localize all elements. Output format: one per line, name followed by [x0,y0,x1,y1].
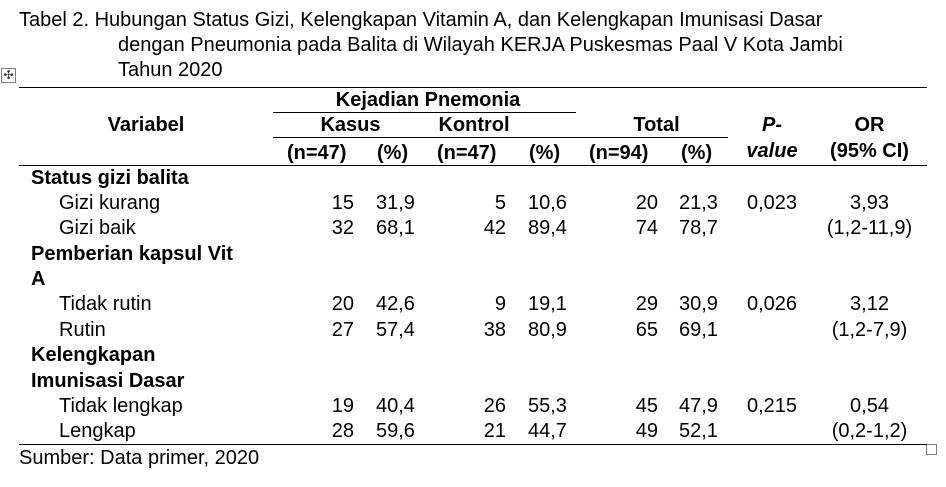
cell-or: 3,93 [850,192,889,214]
caption-line-2: dengan Pneumonia pada Balita di Wilayah KERJA Puskesmas Paal V Kota Jambi [118,34,843,56]
cell-kasus-n: 32 [331,217,354,239]
cell-or: 0,54 [850,395,889,417]
cell-kontrol-pct: 10,6 [528,192,567,214]
header-kasus: Kasus [320,114,381,136]
table-resize-handle-icon[interactable] [926,444,937,455]
cell-kontrol-n: 21 [483,420,506,442]
cell-kasus-pct: 57,4 [376,319,415,341]
cell-kasus-n: 15 [331,192,354,214]
row-label: Gizi baik [59,217,136,239]
row-label: Tidak lengkap [59,395,183,417]
group-label: Kelengkapan [31,344,156,366]
header-kasus-pct: (%) [377,142,409,164]
header-kontrol: Kontrol [438,114,510,136]
cell-total-n: 49 [635,420,658,442]
header-p-value-line1: P- [762,114,782,136]
cell-kontrol-pct: 80,9 [528,319,567,341]
header-p-value-line2: value [746,140,798,162]
cell-kontrol-n: 38 [483,319,506,341]
caption-line-1: Tabel 2. Hubungan Status Gizi, Kelengkapan Vitamin A, dan Kelengkapan Imunisasi Dasar [19,9,823,31]
header-kasus-n: (n=47) [287,142,347,164]
cell-kasus-pct: 31,9 [376,192,415,214]
table-move-handle-icon[interactable]: ✣ [1,68,16,83]
cell-kontrol-pct: 55,3 [528,395,567,417]
cell-kontrol-n: 9 [494,293,506,315]
row-label: Rutin [59,319,106,341]
cell-p-value: 0,215 [746,395,798,417]
header-kejadian: Kejadian Pnemonia [335,89,521,111]
cell-p-value: 0,023 [746,192,798,214]
header-total-n: (n=94) [589,142,649,164]
table-caption [19,8,931,83]
group-label-cont: Imunisasi Dasar [31,370,185,392]
header-kontrol-pct: (%) [529,142,561,164]
cell-p-value: 0,026 [746,293,798,315]
row-label: Lengkap [59,420,136,442]
cell-kontrol-n: 26 [483,395,506,417]
cell-total-n: 29 [635,293,658,315]
cell-total-pct: 78,7 [679,217,718,239]
cell-total-pct: 52,1 [679,420,718,442]
cell-or: (1,2-11,9) [826,217,913,239]
table-bottom-rule [19,444,927,445]
header-kontrol-n: (n=47) [437,142,497,164]
cell-kasus-pct: 40,4 [376,395,415,417]
source-note: Sumber: Data primer, 2020 [19,447,260,469]
cell-kontrol-pct: 44,7 [528,420,567,442]
cell-kontrol-pct: 89,4 [528,217,567,239]
cell-kasus-n: 20 [331,293,354,315]
header-or-line1: OR [854,114,885,136]
cell-kontrol-n: 42 [483,217,506,239]
cell-kasus-n: 27 [331,319,354,341]
caption-line-3: Tahun 2020 [118,59,223,81]
cell-total-n: 65 [635,319,658,341]
cell-total-n: 20 [635,192,658,214]
cell-kasus-pct: 42,6 [376,293,415,315]
cell-kontrol-n: 5 [494,192,506,214]
header-or-line2: (95% CI) [830,140,909,162]
group-label: Pemberian kapsul Vit [31,243,233,265]
header-total: Total [633,114,680,136]
cell-kasus-n: 19 [331,395,354,417]
cell-total-n: 45 [635,395,658,417]
row-label: Gizi kurang [59,192,161,214]
header-total-pct: (%) [681,142,713,164]
cell-kasus-n: 28 [331,420,354,442]
cell-or: (1,2-7,9) [831,319,908,341]
cell-kasus-pct: 59,6 [376,420,415,442]
cell-or: 3,12 [850,293,889,315]
cell-kontrol-pct: 19,1 [528,293,567,315]
cell-kasus-pct: 68,1 [376,217,415,239]
cell-total-pct: 30,9 [679,293,718,315]
row-label: Tidak rutin [59,293,152,315]
group-label: Status gizi balita [31,167,189,189]
group-label-cont: A [31,268,46,290]
cell-total-n: 74 [635,217,658,239]
cell-or: (0,2-1,2) [831,420,908,442]
header-variabel: Variabel [107,114,185,136]
cell-total-pct: 47,9 [679,395,718,417]
cell-total-pct: 21,3 [679,192,718,214]
cell-total-pct: 69,1 [679,319,718,341]
